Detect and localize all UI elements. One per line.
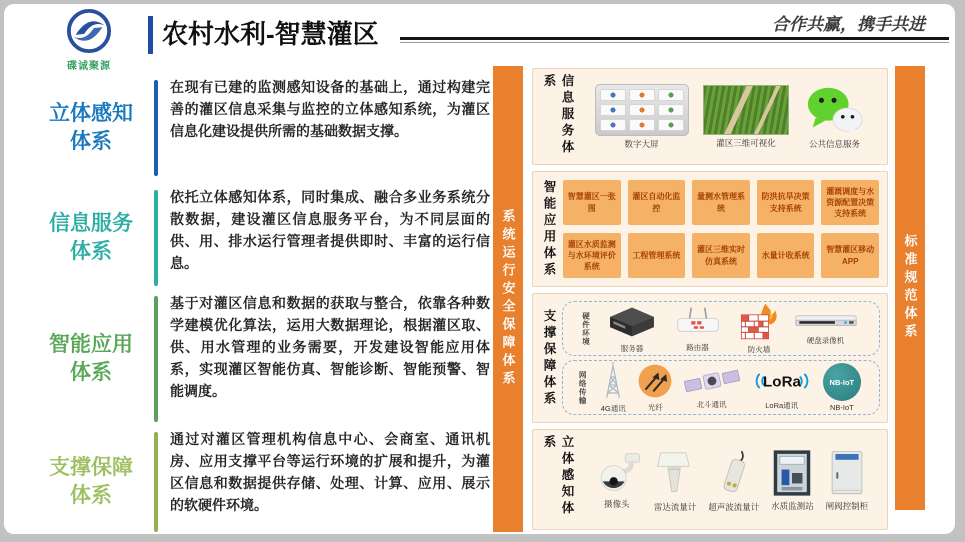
radar-flowmeter-icon [654,447,696,499]
section-body: 基于对灌区信息和数据的获取与整合，依靠各种数学建模优化算法，运用大数据理论，根据灌区取、供、用水管理的业务需要，开发建设智能应用体系，实现灌区智能仿真、智能诊断、智能预警、智能调度。 [170,295,490,399]
item-caption: 公共信息服务 [808,138,860,149]
header-rule [400,37,949,40]
ultrasonic-flowmeter-item [708,447,759,513]
server-icon [605,303,659,341]
item-caption: NB-IoT [829,403,854,412]
section-title [28,292,154,426]
dvr-icon [794,311,858,333]
section-body: 在现有已建的监测感知设备的基础上，通过构建完善的灌区信息采集与监控的立体感知系统，为灌区信息化建设提供所需的基础数据支撑。 [170,79,490,139]
item-caption: 雷达流量计 [653,501,697,512]
slide [4,4,955,534]
section-title-line: 智能应用 [49,332,133,356]
app-button: 水量计收系统 [757,233,815,278]
fiber-icon [636,362,674,400]
network-group [562,360,880,415]
water-quality-station-icon [772,448,812,498]
item-caption: 数字大屏 [624,138,659,149]
nbiot-icon [823,363,861,401]
wechat-icon [804,84,866,136]
app-button: 灌区三维实时仿真系统 [692,233,750,278]
panel-support [532,293,888,423]
irrigation-3d-image [703,85,789,135]
dome-camera-icon [592,450,642,496]
panel-perception [532,429,888,530]
public-info-item [804,84,866,150]
title-accent-bar [148,16,153,54]
irrigation-3d-item [703,85,789,149]
section-perception [28,76,490,180]
group-label: 硬件环境 [581,311,591,346]
panel-smart-application [532,171,888,287]
standards-bar-label: 标准规范体系 [902,234,918,342]
app-button: 工程管理系统 [628,233,686,278]
beidou-item [683,365,741,410]
server-item [605,303,659,354]
section-title-line: 体系 [70,361,112,384]
digital-screen-icon [595,84,689,136]
item-caption: 灌区三维可视化 [716,137,776,148]
company-logo [54,8,124,72]
item-caption: 硬盘录像机 [806,336,845,345]
system-safety-bar-label: 系统运行安全保障体系 [500,209,516,389]
page-title: 农村水利-智慧灌区 [162,19,379,49]
section-title-line: 体系 [70,130,112,153]
router-icon [671,304,725,340]
panel-label: 支撑保障体系 [542,308,556,408]
dvr-item [794,311,858,346]
section-title [28,76,154,180]
architecture-diagram [488,62,940,534]
section-title-line: 支撑保障 [49,455,133,479]
control-cabinet-item [826,448,869,512]
slogan: 合作共赢，携手共进 [772,15,925,34]
satellite-icon [683,365,741,397]
section-body: 依托立体感知体系，同时集成、融合多业务系统分散数据，建设灌区信息服务平台，为不同层面的供、用、排水运行管理者提供即时、丰富的运行信息。 [170,189,490,271]
panel-label: 信息服务体系 [542,74,574,157]
item-caption: 摄像头 [604,498,630,509]
app-button: 量测水管理系统 [692,180,750,225]
section-title [28,428,154,534]
app-button: 智慧灌区一张图 [563,180,621,225]
app-button: 灌区自动化监控 [628,180,686,225]
logo-icon [66,8,112,54]
item-caption: 光纤 [647,403,663,412]
app-button: 灌区水质监测与水环境评价系统 [563,233,621,278]
item-caption: 4G通讯 [600,404,626,413]
lora-icon [749,364,815,398]
fiber-item [636,362,674,413]
item-caption: 服务器 [620,344,644,353]
digital-screen-item [595,84,689,150]
firewall-icon [736,302,782,342]
standards-bar [895,66,925,510]
ultrasonic-flowmeter-icon [713,447,755,499]
lora-logo-text: LoRa [762,373,801,391]
item-caption: 闸阀控制柜 [825,500,869,511]
group-label: 网络传输 [578,370,588,405]
header-rule-shadow [400,42,949,43]
water-quality-item [771,448,814,512]
app-button: 灌溉调度与水资源配置决策支持系统 [821,180,879,225]
item-caption: LoRa通讯 [765,401,799,410]
item-caption: 北斗通讯 [696,400,727,409]
section-support [28,428,490,534]
valve-control-cabinet-icon [828,448,866,498]
radar-flowmeter-item [654,447,697,513]
hardware-group [562,301,880,356]
section-title-line: 立体感知 [49,101,133,125]
cell-tower-icon [598,361,628,401]
lora-item [749,364,815,411]
item-caption: 水质监测站 [771,500,814,511]
panel-info-service [532,68,888,165]
4g-item [598,361,628,414]
section-smart-application [28,292,490,426]
item-caption: 路由器 [686,343,709,352]
system-safety-bar [493,66,523,532]
nbiot-logo-text: NB-IoT [829,377,855,387]
panel-label: 智能应用体系 [542,179,556,279]
logo-text: 碟诚聚源 [67,61,111,72]
router-item [671,304,725,353]
nbiot-item [823,363,861,412]
firewall-item [736,302,782,355]
section-title-line: 体系 [70,240,112,263]
item-caption: 超声波流量计 [708,501,760,512]
section-info-service [28,186,490,290]
app-button: 防洪抗旱决策支持系统 [757,180,815,225]
app-button: 智慧灌区移动APP [821,233,879,278]
item-caption: 防火墙 [747,345,771,354]
camera-item [592,450,642,510]
section-body: 通过对灌区管理机构信息中心、会商室、通讯机房、应用支撑平台等运行环境的扩展和提升，为灌区信息和数据提供存储、处理、计算、应用、展示的软硬件环境。 [170,431,490,513]
section-title [28,186,154,290]
panel-label: 立体感知体系 [542,435,574,518]
section-title-line: 体系 [70,484,112,507]
section-title-line: 信息服务 [49,211,133,235]
